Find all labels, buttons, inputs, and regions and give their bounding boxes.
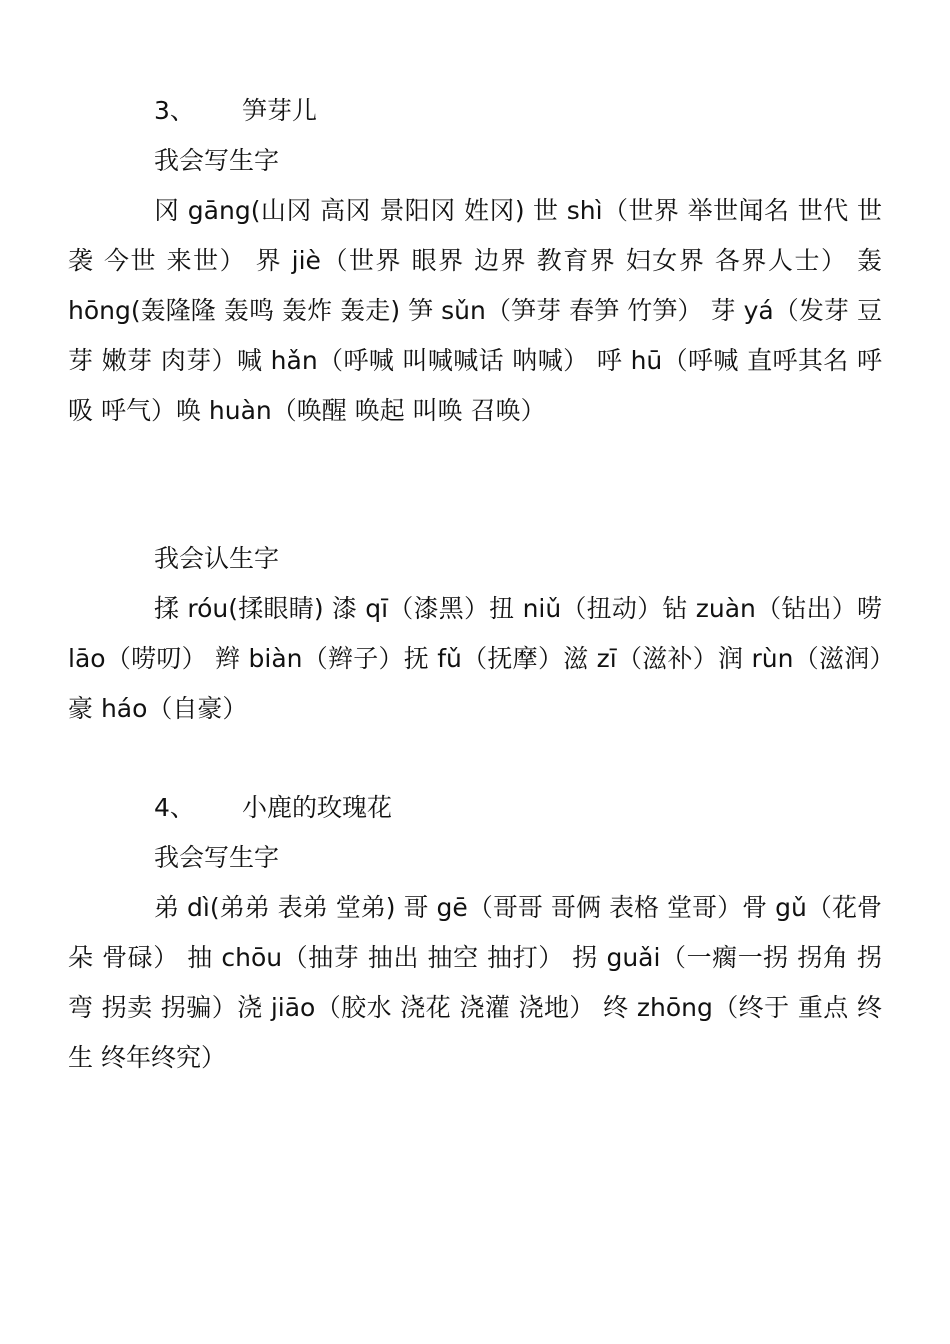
- lesson-3-section: [68, 86, 882, 436]
- read-characters-heading: 我会认生字: [154, 544, 280, 573]
- lesson-title: 小鹿的玫瑰花: [242, 793, 393, 822]
- write-characters-list: 弟 dì(弟弟 表弟 堂弟) 哥 gē（哥哥 哥俩 表格 堂哥）骨 gǔ（花骨朵 骨碌） 抽 chōu（抽芽 抽出 抽空 抽打） 拐 guǎi（一瘸一拐 拐角 拐弯 拐卖 拐骗）浇 jiāo（胶水 浇花 浇灌 浇地） 终 zhōng（终于 重点 终生 终年终究）: [68, 893, 882, 1072]
- lesson-number: 3、: [154, 96, 195, 125]
- lesson-3-read-section: [68, 534, 882, 734]
- lesson-title: 笋芽儿: [242, 96, 318, 125]
- lesson-4-heading: [68, 783, 882, 833]
- lesson-4-section: [68, 783, 882, 1083]
- lesson-number: 4、: [154, 793, 195, 822]
- write-characters-heading: 我会写生字: [154, 146, 280, 175]
- write-characters-list: 冈 gāng(山冈 高冈 景阳冈 姓冈) 世 shì（世界 举世闻名 世代 世袭 今世 来世） 界 jiè（世界 眼界 边界 教育界 妇女界 各界人士） 轰 hōng(轰隆隆 轰鸣 轰炸 轰走) 笋 sǔn（笋芽 春笋 竹笋） 芽 yá（发芽 豆芽 嫩芽 肉芽）喊 hǎn（呼喊 叫喊喊话 呐喊） 呼 hū（呼喊 直呼其名 呼吸 呼气）唤 huàn（唤醒 唤起 叫唤 召唤）: [68, 196, 882, 425]
- lesson-3-heading: [68, 86, 882, 136]
- read-characters-list: 揉 róu(揉眼睛) 漆 qī（漆黑）扭 niǔ（扭动）钻 zuàn（钻出）唠 lāo（唠叨） 辫 biàn（辫子）抚 fǔ（抚摩）滋 zī（滋补）润 rùn（滋润）豪 háo（自豪）: [68, 594, 882, 723]
- write-characters-heading: 我会写生字: [154, 843, 280, 872]
